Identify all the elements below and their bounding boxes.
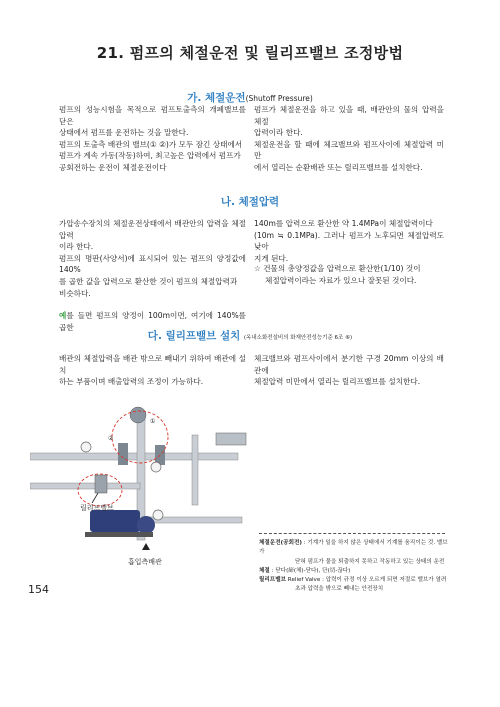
note-3 [259,576,449,585]
note-text: : 닫다(締(체)-닫다), 단(切-끊다) [271,567,351,574]
example-rest: 를 들면 펌프의 양정이 100m이면, 여기에 140%를 곱한 [59,311,246,332]
notes-block [259,539,449,595]
text-line: 압력이라 한다. [254,128,303,138]
top-pipe [30,453,238,460]
relief-valve-icon [95,475,107,493]
valve-label-1: ① [150,418,156,425]
right-pipe [192,435,198,505]
text-line: 140m를 압력으로 환산한 약 1.4MPa이 체절압력이다 [254,219,433,228]
section-na-left-paragraph [59,218,246,333]
page-title: 21. 펌프의 체절운전 및 릴리프밸브 조정방법 [96,44,404,62]
pump-casing-icon [137,516,155,534]
text-line: 를 곱한 값을 압력으로 환산한 것이 펌프의 체절압력과 [59,276,238,286]
text-line: 체크밸브와 펌프사이에서 분기한 구경 20mm 이상의 배관에 [254,354,444,375]
text-line: 체절압력이라는 자료가 있으나 잘못된 것이다. [265,275,417,285]
text-line: 펌프의 명판(사양서)에 표시되어 있는 펌프의 양정값에 140% [59,253,246,275]
text-line: 지게 된다. [254,253,289,263]
pump-base [85,532,153,537]
star-note [254,263,444,286]
text-line: 에서 열리는 순환배관 또는 릴리프밸브를 설치한다. [254,162,423,172]
notes-divider [259,533,445,534]
section-ga-right-paragraph [254,104,444,174]
text-line: 체절압력 미만에서 열리는 릴리프밸브를 설치한다. [254,377,421,387]
section-ga-heading [0,90,500,105]
section-ga-heading-en: (Shutoff Pressure) [245,94,313,103]
text-line: 비슷하다. [59,288,91,298]
section-na-right-paragraph [254,218,444,264]
section-da-left-paragraph [59,353,246,388]
valve-wheel-icon [130,407,146,423]
gauge-icon [153,510,163,520]
text-line: 이라 한다. [59,242,94,252]
pump-motor-icon [90,510,140,532]
suction-arrow-icon [142,543,150,550]
suction-pipe-label: 흡입측배관 [128,558,162,566]
section-da-heading [0,328,500,343]
note-term: 체절 [259,567,270,574]
text-line: (10m ≒ 0.1MPa). 그러나 펌프가 노후되면 체절압력도 낮아 [254,230,444,252]
middle-pipe [30,483,140,489]
gauge-icon [151,462,161,472]
section-da-heading-note: (옥내소화전설비의 화재안전성능기준 6조 ⑥) [243,335,353,341]
gauge-icon [81,442,91,452]
note-3-cont: 초과 압력을 밖으로 빼내는 안전장치 [295,586,384,593]
section-da-heading-text: 다. 릴리프밸브 설치 [147,330,241,342]
section-ga-heading-ko: 가. 체절운전 [187,92,246,104]
valve-icon [118,443,128,465]
text-line: 상태에서 펌프를 운전하는 것을 말한다. [59,128,189,138]
note-term: 체절운전(공회전) [259,540,302,546]
note-1 [259,539,449,558]
text-line: 펌프가 계속 가동(작동)하여, 최고높은 압력에서 펌프가 [59,151,241,161]
text-line: 가압송수장치의 체절운전상태에서 배관안의 압력을 체절압력 [59,219,246,240]
text-line: 배관의 체절압력을 배관 밖으로 빼내기 위하여 배관에 설치 [59,354,246,375]
text-line: ☆ 건물의 총양정값을 압력으로 환산한(1/10) 것이 [254,264,421,273]
note-text: Relief Valve : 압력이 규정 이상 오르게 되면 저절로 밸브가 열려 [286,577,447,584]
relief-valve-label: 릴리프밸브 [80,504,114,512]
relief-pointer-line [92,493,98,503]
section-ga-left-paragraph [59,104,246,174]
note-2 [259,567,449,576]
pump-piping-diagram [30,395,250,560]
text-line: 하는 부품이며 배출압력의 조정이 가능하다. [59,377,204,387]
valve-label-2: ② [108,435,114,442]
text-line: 펌프의 성능시험을 목적으로 펌프토출측의 개폐밸브를 닫은 [59,105,246,126]
text-line: 펌프가 체절운전을 하고 있을 때, 배관안의 물의 압력을 체절 [254,105,444,126]
text-line: 펌프의 토출측 배관의 밸브(① ②)가 모두 잠긴 상태에서 [59,139,243,149]
section-na-heading: 나. 체절압력 [220,196,280,208]
section-da-right-paragraph [254,353,444,388]
example-word: 예 [59,311,67,321]
tank-icon [216,433,246,445]
text-line: 공회전하는 운전이 체절운전이다 [59,162,167,172]
note-text: : 기계가 일을 하지 않은 상태에서 기계를 움직이는 것. 밸브가 [259,540,448,556]
text-line: 체절운전을 할 때에 체크밸브와 펌프사이에 체절압력 미만 [254,139,444,161]
note-term: 릴리프밸브 [259,577,287,584]
page-number: 154 [28,583,49,596]
note-1-cont: 닫혀 펌프가 물을 퇴출하지 못하고 작동하고 있는 상태의 운전 [295,558,445,565]
